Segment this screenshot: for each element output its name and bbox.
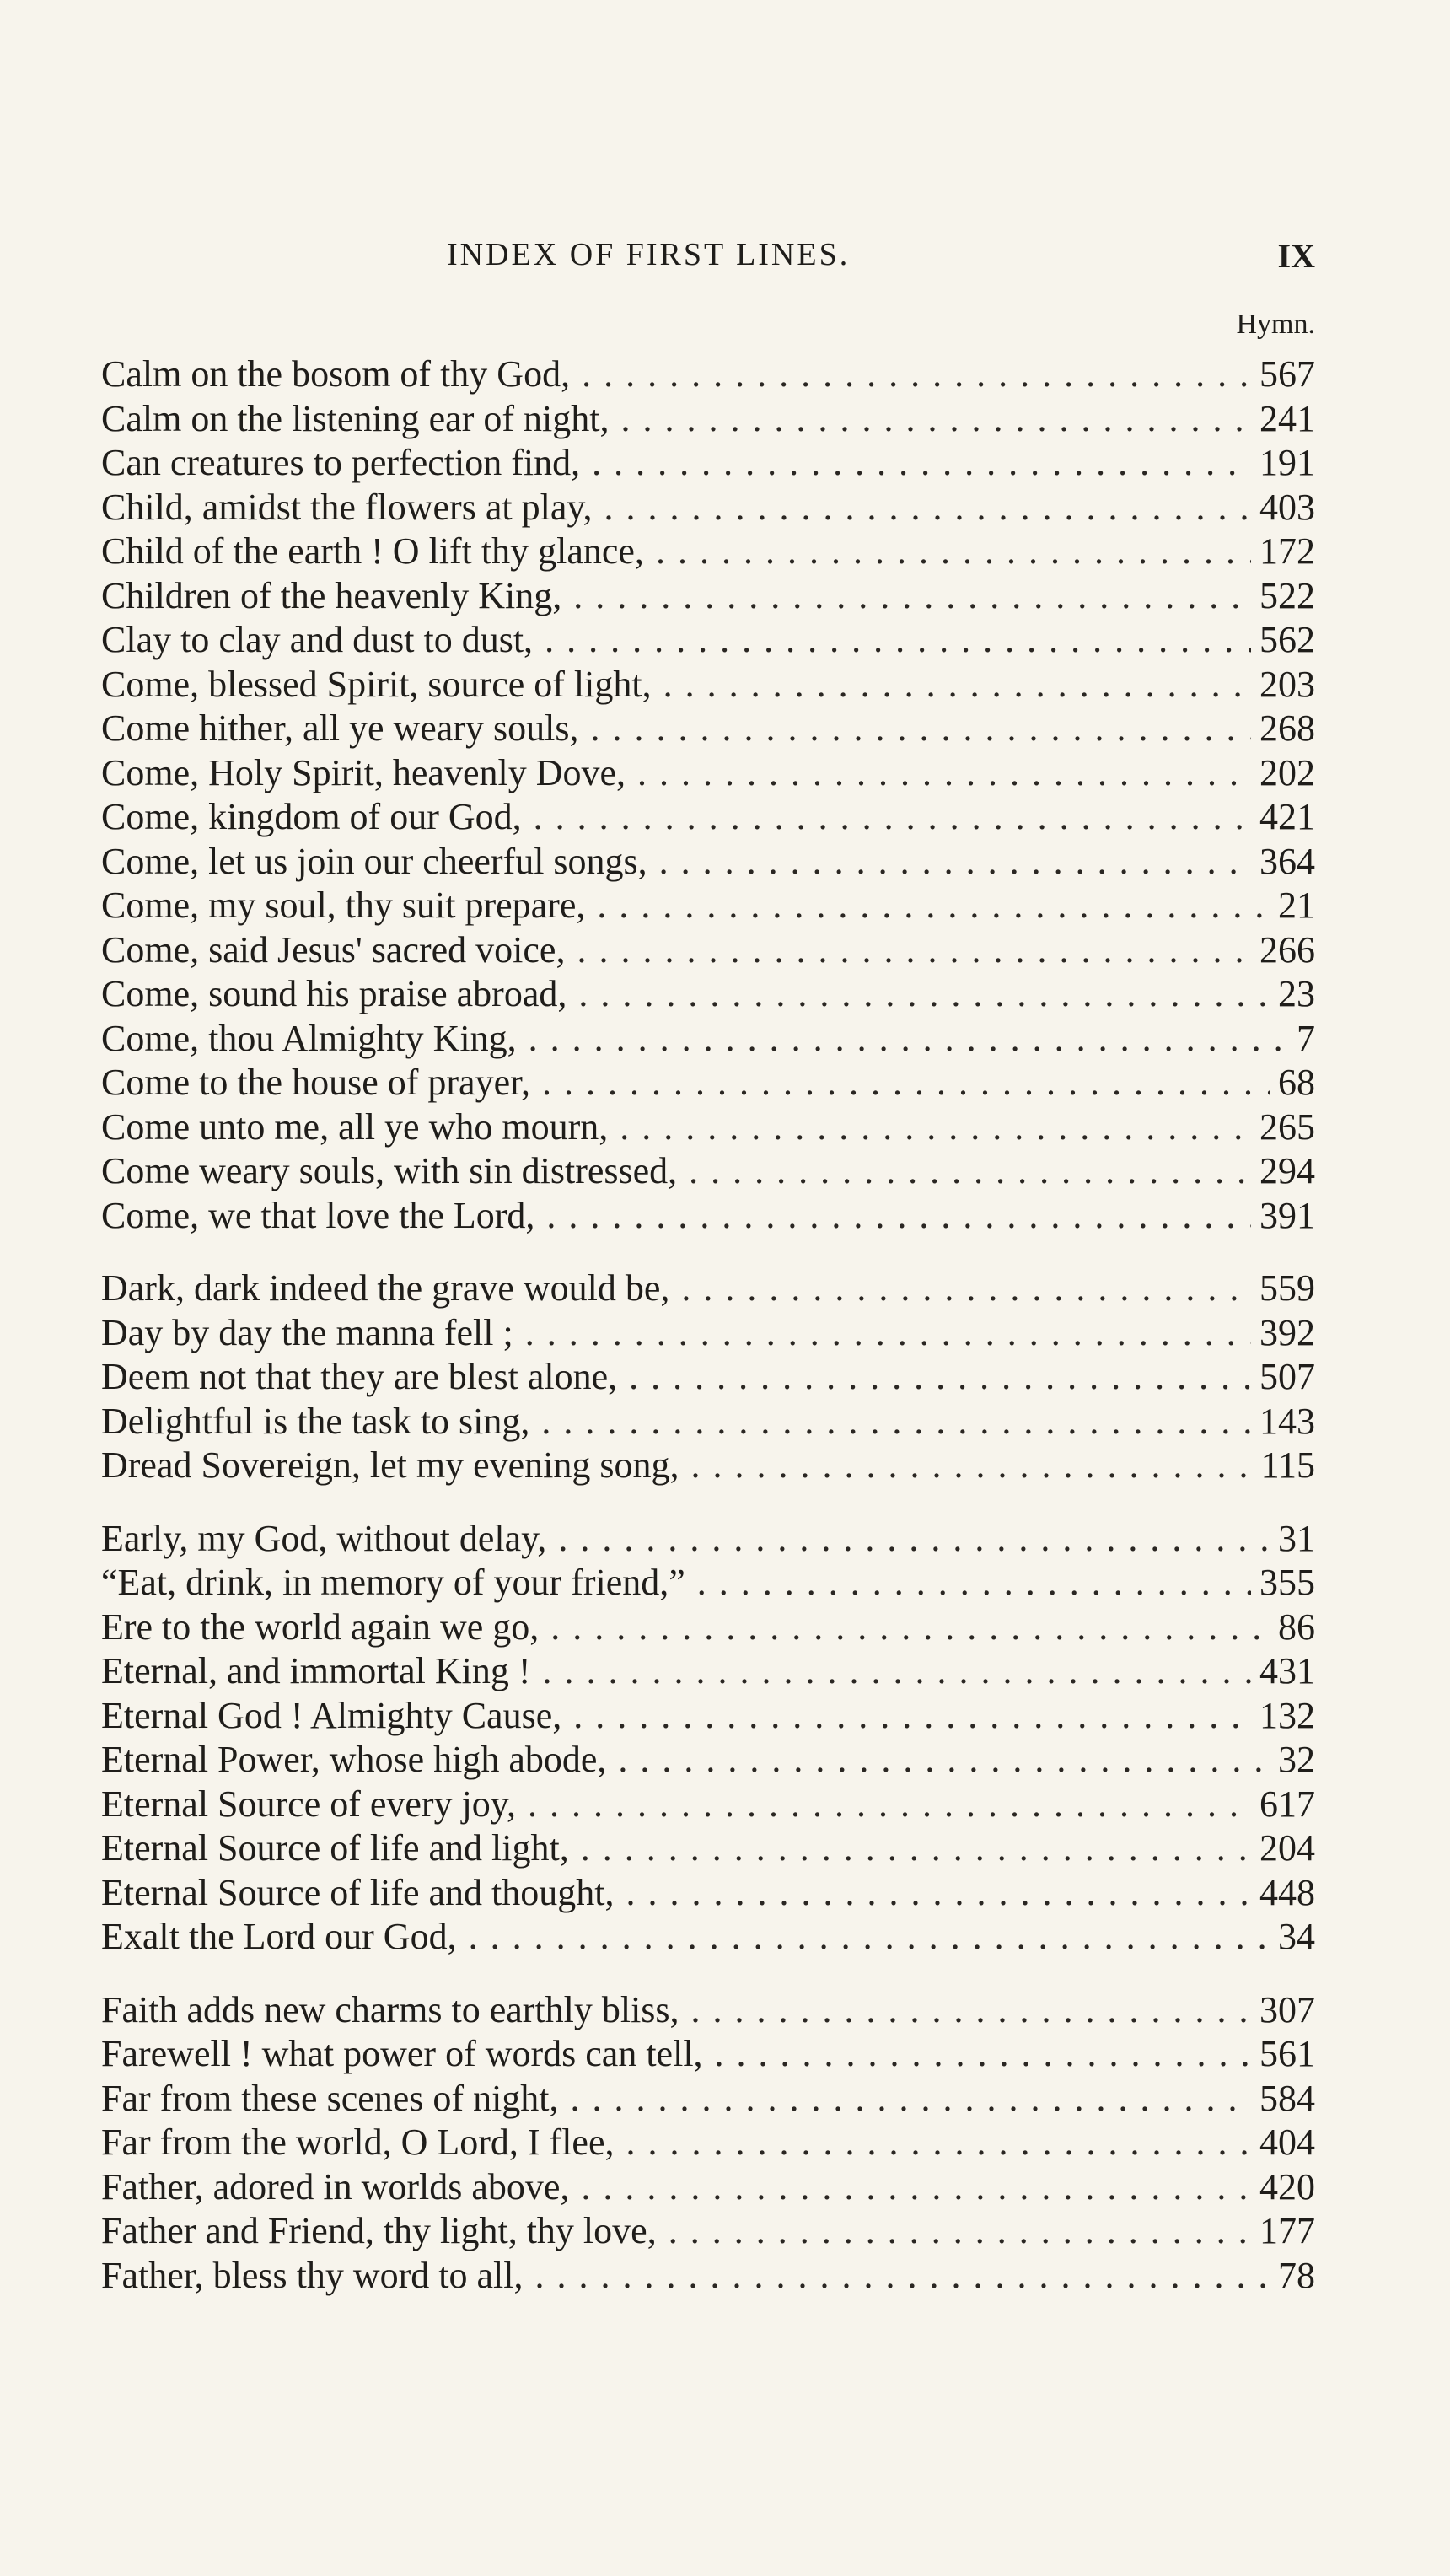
first-line-text: Come, said Jesus' sacred voice, [101,928,566,971]
dot-leader [691,1988,1251,2033]
hymn-number: 172 [1259,530,1315,572]
first-line-text: Come, Holy Spirit, heavenly Dove, [101,751,626,793]
dot-leader [571,2077,1251,2122]
hymn-number: 21 [1278,885,1315,926]
hymn-number: 68 [1278,1062,1315,1103]
dot-leader [597,884,1270,928]
index-entry [101,530,1315,574]
hymn-number: 31 [1278,1517,1315,1559]
index-group [101,1988,1315,2299]
hymn-number: 115 [1260,1444,1315,1486]
first-line-text: Child of the earth ! O lift thy glance, [101,530,644,572]
dot-leader [637,751,1251,796]
hymn-number: 522 [1259,574,1315,616]
index-entry [101,1783,1315,1827]
index-entry [101,1988,1315,2033]
hymn-number: 561 [1259,2033,1315,2074]
first-line-text: Clay to clay and dust to dust, [101,619,534,660]
hymn-number: 448 [1259,1871,1315,1913]
index-group [101,1266,1315,1488]
hymn-number: 191 [1259,442,1315,483]
first-line-text: Children of the heavenly King, [101,574,562,616]
hymn-column-label: Hymn. [1236,309,1315,340]
dot-leader [697,1561,1251,1605]
dot-leader [543,1649,1251,1694]
index-entry [101,1444,1315,1488]
first-line-text: Farewell ! what power of words can tell, [101,2033,703,2074]
hymn-number: 265 [1259,1105,1315,1148]
dot-leader [546,1194,1251,1239]
first-line-text: Come weary souls, with sin distressed, [101,1150,678,1191]
first-line-text: Dread Sovereign, let my evening song, [101,1444,679,1486]
index-entry [101,1649,1315,1694]
index-entry [101,486,1315,530]
index-entry [101,1517,1315,1562]
dot-leader [618,1738,1270,1783]
dot-leader [525,1311,1251,1356]
dot-leader [581,1826,1251,1871]
first-line-text: Eternal Source of life and thought, [101,1871,615,1913]
dot-leader [582,352,1251,397]
index-entry [101,1915,1315,1960]
first-line-text: Come hither, all ye weary souls, [101,707,579,749]
first-line-text: Come, kingdom of our God, [101,796,522,837]
hymn-number: 241 [1259,397,1315,439]
index-entry [101,1826,1315,1871]
hymn-number: 294 [1259,1150,1315,1191]
dot-leader [629,1355,1251,1400]
dot-leader [545,618,1251,663]
hymn-number: 268 [1259,707,1315,749]
first-line-text: Far from these scenes of night, [101,2077,559,2119]
hymn-number: 7 [1297,1017,1315,1059]
dot-leader [659,840,1251,885]
first-line-text: Come, we that love the Lord, [101,1194,535,1236]
hymn-number: 584 [1259,2077,1315,2119]
dot-leader [626,2121,1251,2165]
first-line-text: Far from the world, O Lord, I flee, [101,2122,615,2163]
dot-leader [604,486,1251,530]
hymn-number: 431 [1259,1650,1315,1691]
hymn-number: 34 [1278,1916,1315,1957]
index-entry [101,2254,1315,2299]
page-header [101,236,1315,278]
index-entry [101,1561,1315,1605]
hymn-number: 202 [1259,751,1315,793]
hymn-number: 86 [1278,1605,1315,1648]
index-entry [101,2209,1315,2254]
hymn-number: 392 [1259,1311,1315,1353]
first-line-text: Father and Friend, thy light, thy love, [101,2210,657,2251]
index-entry [101,2032,1315,2077]
index-entry [101,1871,1315,1916]
hymn-number: 364 [1259,840,1315,882]
hymn-number: 307 [1259,1988,1315,2030]
hymn-number: 617 [1259,1783,1315,1825]
dot-leader [542,1061,1270,1105]
hymn-number: 23 [1278,973,1315,1014]
first-line-text: Father, bless thy word to all, [101,2254,524,2296]
hymn-number: 420 [1259,2165,1315,2208]
first-line-text: Early, my God, without delay, [101,1517,547,1559]
hymn-number: 266 [1259,928,1315,971]
hymn-number: 507 [1259,1356,1315,1397]
first-line-text: Come, thou Almighty King, [101,1017,517,1059]
hymn-number: 143 [1259,1400,1315,1442]
first-line-text: Day by day the manna fell ; [101,1311,513,1353]
first-line-text: Come, blessed Spirit, source of light, [101,663,652,705]
hymn-number: 391 [1259,1194,1315,1236]
dot-leader [528,1783,1251,1827]
index-entry [101,1149,1315,1194]
index-entry [101,1061,1315,1105]
index-entry [101,751,1315,796]
index-group [101,352,1315,1238]
first-line-text: Delightful is the task to sing, [101,1400,530,1442]
index-entry [101,1105,1315,1150]
dot-leader [529,1017,1281,1062]
index-entry [101,2121,1315,2165]
hymn-number: 132 [1259,1694,1315,1736]
first-line-text: Faith adds new charms to earthly bliss, [101,1988,679,2030]
index-entry [101,1266,1315,1311]
hymn-number: 567 [1259,353,1315,395]
index-entry [101,1738,1315,1783]
dot-leader [541,1400,1251,1444]
first-line-text: Dark, dark indeed the grave would be, [101,1267,670,1309]
dot-leader [573,574,1251,619]
first-line-text: Eternal, and immortal King ! [101,1650,531,1691]
index-entry [101,840,1315,885]
dot-leader [689,1149,1251,1194]
index-entry [101,928,1315,973]
dot-leader [534,795,1251,840]
index-entry [101,618,1315,663]
dot-leader [620,1105,1251,1150]
hymn-number: 177 [1259,2210,1315,2251]
dot-leader [691,1444,1253,1488]
index-entry [101,1694,1315,1739]
index-entry [101,1311,1315,1356]
index-entry [101,884,1315,928]
first-line-text: Calm on the listening ear of night, [101,397,610,439]
dot-leader [578,972,1270,1017]
index-entry [101,795,1315,840]
index-entry [101,397,1315,442]
first-line-text: Child, amidst the flowers at play, [101,486,593,528]
index-entry [101,441,1315,486]
index-entries [101,352,1315,2298]
first-line-text: Come to the house of prayer, [101,1062,530,1103]
first-line-text: Come, my soul, thy suit prepare, [101,885,586,926]
index-entry [101,663,1315,707]
dot-leader [663,663,1251,707]
dot-leader [577,928,1251,973]
dot-leader [656,530,1251,574]
index-entry [101,707,1315,751]
dot-leader [573,1694,1251,1739]
running-title: INDEX OF FIRST LINES. [447,237,851,272]
index-entry [101,1194,1315,1239]
index-entry [101,972,1315,1017]
dot-leader [590,707,1251,751]
dot-leader [581,2165,1251,2210]
first-line-text: Ere to the world again we go, [101,1605,540,1648]
hymn-number: 355 [1259,1562,1315,1603]
index-entry [101,2077,1315,2122]
dot-leader [550,1605,1270,1650]
first-line-text: Come, let us join our cheerful songs, [101,840,647,882]
index-group [101,1517,1315,1960]
first-line-text: “Eat, drink, in memory of your friend,” [101,1562,685,1603]
dot-leader [558,1517,1270,1562]
index-entry [101,574,1315,619]
first-line-text: Eternal Power, whose high abode, [101,1739,607,1780]
first-line-text: Eternal God ! Almighty Cause, [101,1694,562,1736]
hymn-number: 559 [1259,1267,1315,1309]
page-number: IX [1277,237,1315,275]
dot-leader [592,441,1251,486]
first-line-text: Calm on the bosom of thy God, [101,353,571,395]
first-line-text: Deem not that they are blest alone, [101,1356,618,1397]
dot-leader [669,2209,1251,2254]
dot-leader [626,1871,1251,1916]
dot-leader [469,1915,1270,1960]
dot-leader [681,1266,1251,1311]
index-entry [101,1017,1315,1062]
dot-leader [620,397,1251,442]
index-entry [101,1605,1315,1650]
first-line-text: Eternal Source of every joy, [101,1783,516,1825]
first-line-text: Eternal Source of life and light, [101,1827,569,1869]
first-line-text: Father, adored in worlds above, [101,2165,570,2208]
hymn-number: 421 [1259,796,1315,837]
dot-leader [535,2254,1270,2299]
first-line-text: Can creatures to perfection find, [101,442,581,483]
index-entry [101,1400,1315,1444]
hymn-number: 562 [1259,619,1315,660]
first-line-text: Exalt the Lord our God, [101,1916,457,1957]
index-entry [101,352,1315,397]
first-line-text: Come, sound his praise abroad, [101,973,567,1014]
index-entry [101,2165,1315,2210]
dot-leader [715,2032,1251,2077]
first-line-text: Come unto me, all ye who mourn, [101,1105,609,1148]
hymn-number: 404 [1259,2122,1315,2163]
hymn-number: 32 [1278,1739,1315,1780]
hymn-number: 78 [1278,2254,1315,2296]
hymn-number: 204 [1259,1827,1315,1869]
index-entry [101,1355,1315,1400]
hymn-number: 203 [1259,663,1315,705]
hymn-number: 403 [1259,486,1315,528]
